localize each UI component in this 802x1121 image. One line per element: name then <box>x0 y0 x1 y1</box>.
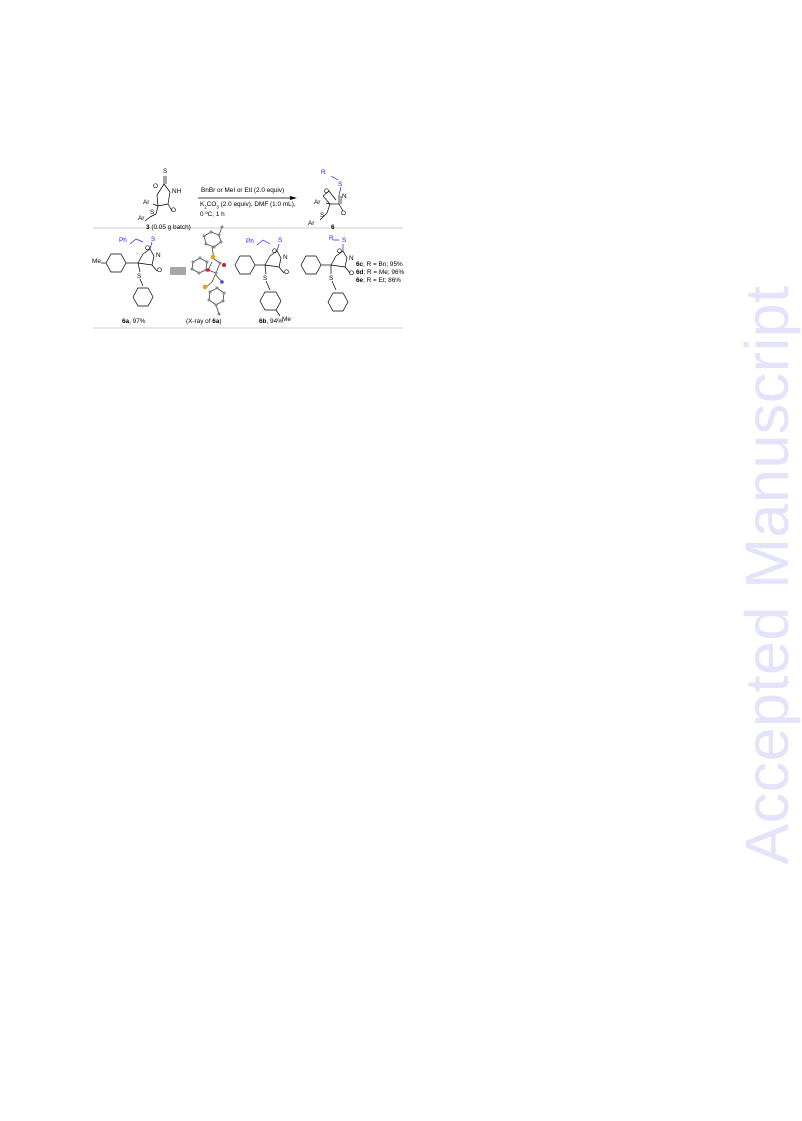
6c-atom-O: O <box>337 248 342 255</box>
sm-atom-S-thioether: S <box>150 209 155 216</box>
product-atom-Ar-1: Ar <box>314 199 321 206</box>
product-atom-O-carbonyl: O <box>341 210 346 217</box>
6c-atom-N: N <box>349 255 354 262</box>
product-atom-N: N <box>342 193 347 200</box>
6b-id: 6b <box>259 318 267 325</box>
6e-text: ; R = Et; 86% <box>363 277 401 284</box>
sm-atom-O: O <box>153 183 158 190</box>
6a-id: 6a <box>122 318 130 325</box>
product-atom-R: R <box>321 169 326 176</box>
6a-atom-O-carbonyl: O <box>157 267 162 274</box>
sm-atom-O-carbonyl: O <box>171 207 176 214</box>
6c-atom-O-carbonyl: O <box>349 270 354 277</box>
product-atom-S-blue: S <box>338 181 343 188</box>
watermark-accepted-manuscript: Accepted Manuscript <box>733 285 801 865</box>
product-atom-O: O <box>324 188 329 195</box>
sm-id: 3 <box>146 224 150 231</box>
6a-atom-S-blue: S <box>151 236 156 243</box>
6e-id: 6e <box>356 277 364 284</box>
sm-note: (0.05 g batch) <box>149 224 191 231</box>
reagent-k-sub: 2 <box>204 204 207 210</box>
6e-label <box>356 278 401 284</box>
6b-yield: , 94% <box>266 318 283 325</box>
6b-atom-N: N <box>283 254 288 261</box>
6b-atom-Me: Me <box>282 316 291 323</box>
6a-atom-O: O <box>145 245 150 252</box>
6c-id: 6c <box>356 261 364 268</box>
product-atom-Ar-2: Ar <box>308 220 315 227</box>
6a-yield: , 97% <box>129 318 146 325</box>
6b-atom-O: O <box>272 248 277 255</box>
conditions: 0 ºC, 1 h <box>200 211 225 218</box>
xray-id: 6a <box>212 318 220 325</box>
sm-atom-S-thione: S <box>163 168 168 175</box>
reagents-top: BnBr or MeI or EtI (2.0 equiv) <box>201 187 285 194</box>
6c-label <box>356 262 403 268</box>
6b-atom-S: S <box>263 275 268 282</box>
6b-atom-Ph: Ph <box>246 238 254 245</box>
reagent-rest: (2.0 equiv), DMF (1.0 mL), <box>218 201 296 208</box>
6a-atom-N: N <box>156 252 161 259</box>
6d-text: ; R = Me; 96% <box>363 269 405 276</box>
6d-label <box>356 270 404 276</box>
sm-atom-NH: NH <box>172 188 182 195</box>
6a-atom-Ph: Ph <box>119 237 127 244</box>
6c-text: ; R = Bn; 95% <box>363 261 403 268</box>
6a-atom-Me: Me <box>92 258 101 265</box>
reagent-k: K <box>200 201 205 208</box>
6c-atom-R: R <box>329 235 334 242</box>
6a-atom-S: S <box>137 273 142 280</box>
sm-atom-Ar-2: Ar <box>138 215 145 222</box>
xray-prefix: (X-ray of <box>186 318 213 325</box>
6b-atom-O-carbonyl: O <box>284 269 289 276</box>
product-atom-S: S <box>320 212 325 219</box>
reagent-co: CO <box>206 201 217 208</box>
6c-atom-S: S <box>329 275 334 282</box>
sm-atom-Ar-1: Ar <box>143 199 150 206</box>
reagent-co-sub: 3 <box>216 204 219 210</box>
6b-atom-S-blue: S <box>278 237 283 244</box>
product-id: 6 <box>331 224 335 231</box>
6c-atom-S-blue: S <box>342 237 347 244</box>
xray-suffix: ) <box>219 318 222 325</box>
6d-id: 6d <box>356 269 364 276</box>
